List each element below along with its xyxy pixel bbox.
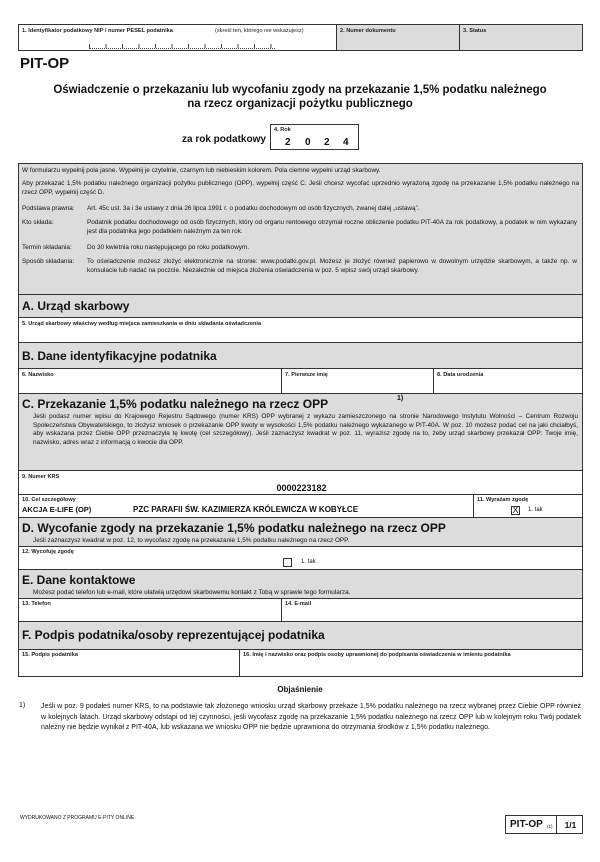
instructions-line-1: W formularzu wypełnij pola jasne. Wypełnij je czytelnie, czarnym lub niebieskim kolorem. Pola ciemne wypełni urząd skarbowy. — [22, 167, 381, 174]
year-digit-ticks — [279, 146, 355, 150]
withdraw-field — [18, 546, 583, 570]
termin-text: Do 30 kwietnia roku następującego po roku podatkowym. — [87, 244, 249, 251]
purpose-field[interactable] — [18, 494, 474, 518]
year-field[interactable] — [270, 124, 359, 150]
year-digit-1: 2 — [285, 137, 291, 148]
consent-checkbox[interactable] — [511, 506, 520, 515]
section-d-header — [18, 517, 583, 547]
notes-title: Objaśnienie — [277, 685, 323, 694]
footer-form-code: PIT-OP — [510, 819, 543, 830]
first-name-field[interactable] — [281, 368, 434, 394]
field-13-label: 13. Telefon — [22, 601, 51, 607]
consent-option-label: 1. tak — [528, 507, 543, 513]
footer-printed-by: WYDRUKOWANO Z PROGRAMU E-PITY ONLINE — [20, 815, 135, 821]
year-prefix: za rok podatkowy — [182, 134, 266, 145]
termin-label: Termin składania: — [22, 244, 72, 251]
field-6-label: 6. Nazwisko — [22, 372, 54, 378]
section-d-title: D. Wycofanie zgody na przekazanie 1,5% podatku należnego na rzecz OPP — [22, 521, 446, 535]
representative-field[interactable] — [239, 649, 583, 677]
section-f-header — [18, 621, 583, 650]
field-9-label: 9. Numer KRS — [22, 474, 60, 480]
section-a-title: A. Urząd skarbowy — [22, 299, 130, 313]
form-title-line-2: na rzecz organizacji pożytku publicznego — [187, 98, 413, 110]
instructions-box — [18, 163, 583, 295]
section-b-header — [18, 342, 583, 369]
field-2-label: 2. Numer dokumentu — [340, 28, 396, 34]
form-code: PIT-OP — [20, 55, 70, 72]
nip-digit-boxes — [89, 43, 275, 49]
notes-number: 1) — [19, 702, 26, 709]
section-f-title: F. Podpis podatnika/osoby reprezentującej podatnika — [22, 628, 325, 642]
section-c-text: Jeśli podasz numer wpisu do Krajowego Rejestru Sądowego (numer KRS) OPP wybranej z wykazu zamieszczonego na stronie Narodowego Instytutu Wolności – Centrum Rozwoju Społeczeństwa Obywatelskiego, to złożysz wniosek o przekazanie OPP kwoty w wysokości 1,5% podatku należnego wykazanego w PIT-40A. W poz. 10 możesz podać cel na jaki chciałbyś, aby wskazana przez Ciebie OPP przeznaczyła tę kwotę (cel szczegółowy). Jeśli zaznaczysz kwadrat w poz. 11, wyrazisz zgodę na to, żeby urząd skarbowy przekazał OPP: Twoje imię, nazwisko, adres wraz z informacją o kwocie dla OPP. — [33, 413, 578, 446]
field-3-label: 3. Status — [463, 28, 487, 34]
year-digit-4: 4 — [343, 137, 349, 148]
section-e-header — [18, 569, 583, 599]
field-14-label: 14. E-mail — [285, 601, 312, 607]
form-title-line-1: Oświadczenie o przekazaniu lub wycofaniu zgody na przekazanie 1,5% podatku należnego — [53, 84, 547, 96]
krs-value: 0000223182 — [276, 483, 327, 493]
podstawa-text: Art. 45c ust. 3a i 3e ustawy z dnia 26 lipca 1991 r. o podatku dochodowym od osób fizycznych, zwanej dalej „ustawą”. — [87, 205, 420, 212]
field-5-label: 5. Urząd skarbowy właściwy według miejsca zamieszkania w dniu składania oświadczenia — [22, 321, 262, 327]
field-10-label: 10. Cel szczegółowy — [22, 497, 76, 503]
section-c-header — [18, 393, 583, 471]
sposob-label: Sposób składania: — [22, 258, 75, 265]
consent-field — [473, 494, 583, 518]
header-field-2 — [336, 24, 460, 51]
section-d-text: Jeśli zaznaczysz kwadrat w poz. 12, to wycofasz zgodę na przekazanie 1,5% podatku należnego na rzecz OPP. — [33, 537, 350, 544]
year-digit-3: 2 — [324, 137, 330, 148]
field-16-label: 16. Imię i nazwisko oraz podpis osoby uprawnionej do podpisania oświadczenia w imieniu podatnika — [243, 652, 511, 658]
header-field-3 — [459, 24, 583, 51]
kto-label: Kto składa: — [22, 219, 54, 226]
tax-office-field[interactable] — [18, 317, 583, 343]
field-15-label: 15. Podpis podatnika — [22, 652, 78, 658]
footer-form-code-box — [505, 815, 557, 834]
surname-field[interactable] — [18, 368, 282, 394]
signature-field[interactable] — [18, 649, 240, 677]
kto-text: Podatnik podatku dochodowego od osób fizycznych, który od organu rentowego otrzymał roczne obliczenie podatku PIT-40A za rok podatkowy, a podatek w nim wykazany jest dla podatnika jego podatkiem należnym za ten rok. — [87, 219, 577, 235]
section-e-title: E. Dane kontaktowe — [22, 573, 136, 587]
section-a-header — [18, 294, 583, 318]
field-11-label: 11. Wyrażam zgodę — [477, 497, 529, 503]
withdraw-checkbox[interactable] — [283, 558, 292, 567]
header-field-1[interactable] — [18, 24, 337, 51]
section-c-title: C. Przekazanie 1,5% podatku należnego na rzecz OPP — [22, 397, 329, 411]
section-e-text: Możesz podać telefon lub e-mail, które ułatwią urzędowi skarbowemu kontakt z Tobą w sprawie tego formularza. — [33, 589, 351, 596]
field-1-note: (skreśl ten, którego nie wskazujesz) — [215, 28, 304, 34]
year-label: 4. Rok — [274, 127, 291, 133]
footer-form-variant: (1) — [547, 824, 553, 829]
krs-field[interactable] — [18, 470, 583, 495]
field-8-label: 8. Data urodzenia — [437, 372, 484, 378]
withdraw-option-label: 1. tak — [301, 559, 316, 565]
purpose-value-b: PZC PARAFII ŚW. KAZIMIERZA KRÓLEWICZA W KOBYŁCE — [133, 505, 359, 514]
sposob-text: To oświadczenie możesz złożyć elektronicznie na stronie: www.podatki.gov.pl. Możesz je złożyć również papierowo w dowolnym urzędzie skarbowym, a także np. w konsulacie lub nadać na poczcie. Niezależnie od miejsca złożenia oświadczenia w poz. 5 wpisz swój urząd skarbowy. — [87, 258, 577, 274]
field-1-label: 1. Identyfikator podatkowy NIP / numer PESEL podatnika — [22, 28, 173, 34]
purpose-value-a: AKCJA E-LIFE (OP) — [22, 505, 92, 514]
field-12-label: 12. Wycofuję zgodę — [22, 549, 74, 555]
email-field[interactable] — [281, 598, 583, 622]
phone-field[interactable] — [18, 598, 282, 622]
instructions-line-2: Aby przekazać 1,5% podatku należnego organizacji pożytku publicznego (OPP), wypełnij część C. Jeśli chcesz wycofać uprzednio wyrażoną zgodę na przekazanie 1,5% podatku należnego na rzecz OPP, wypełnij część D. — [22, 180, 579, 196]
footer-page-box — [556, 815, 583, 834]
birth-date-field[interactable] — [433, 368, 583, 394]
notes-text: Jeśli w poz. 9 podałeś numer KRS, to na podstawie tak złożonego wniosku urząd skarbowy przekaże 1,5% podatku należnego na rzecz wybranej przez Ciebie OPP również w kolejnych latach. Urząd skarbowy odstąpi od tej czynności, jeśli wycofasz zgodę na przekazanie 1,5% podatku należnego na rzecz OPP lub w kolejnym roku Twój podatek należny nie będzie wynikał z PIT-40A, lub wskazana we wniosku OPP nie będzie uprawniona do otrzymania środków z 1,5% podatku należnego. — [41, 703, 581, 731]
section-b-title: B. Dane identyfikacyjne podatnika — [22, 349, 217, 363]
consent-check-mark: X — [512, 505, 519, 515]
section-c-footnote-ref: 1) — [397, 395, 404, 402]
year-digit-2: 0 — [305, 137, 311, 148]
field-7-label: 7. Pierwsze imię — [285, 372, 328, 378]
podstawa-label: Podstawa prawna: — [22, 205, 75, 212]
footer-page-number: 1/1 — [564, 820, 577, 830]
